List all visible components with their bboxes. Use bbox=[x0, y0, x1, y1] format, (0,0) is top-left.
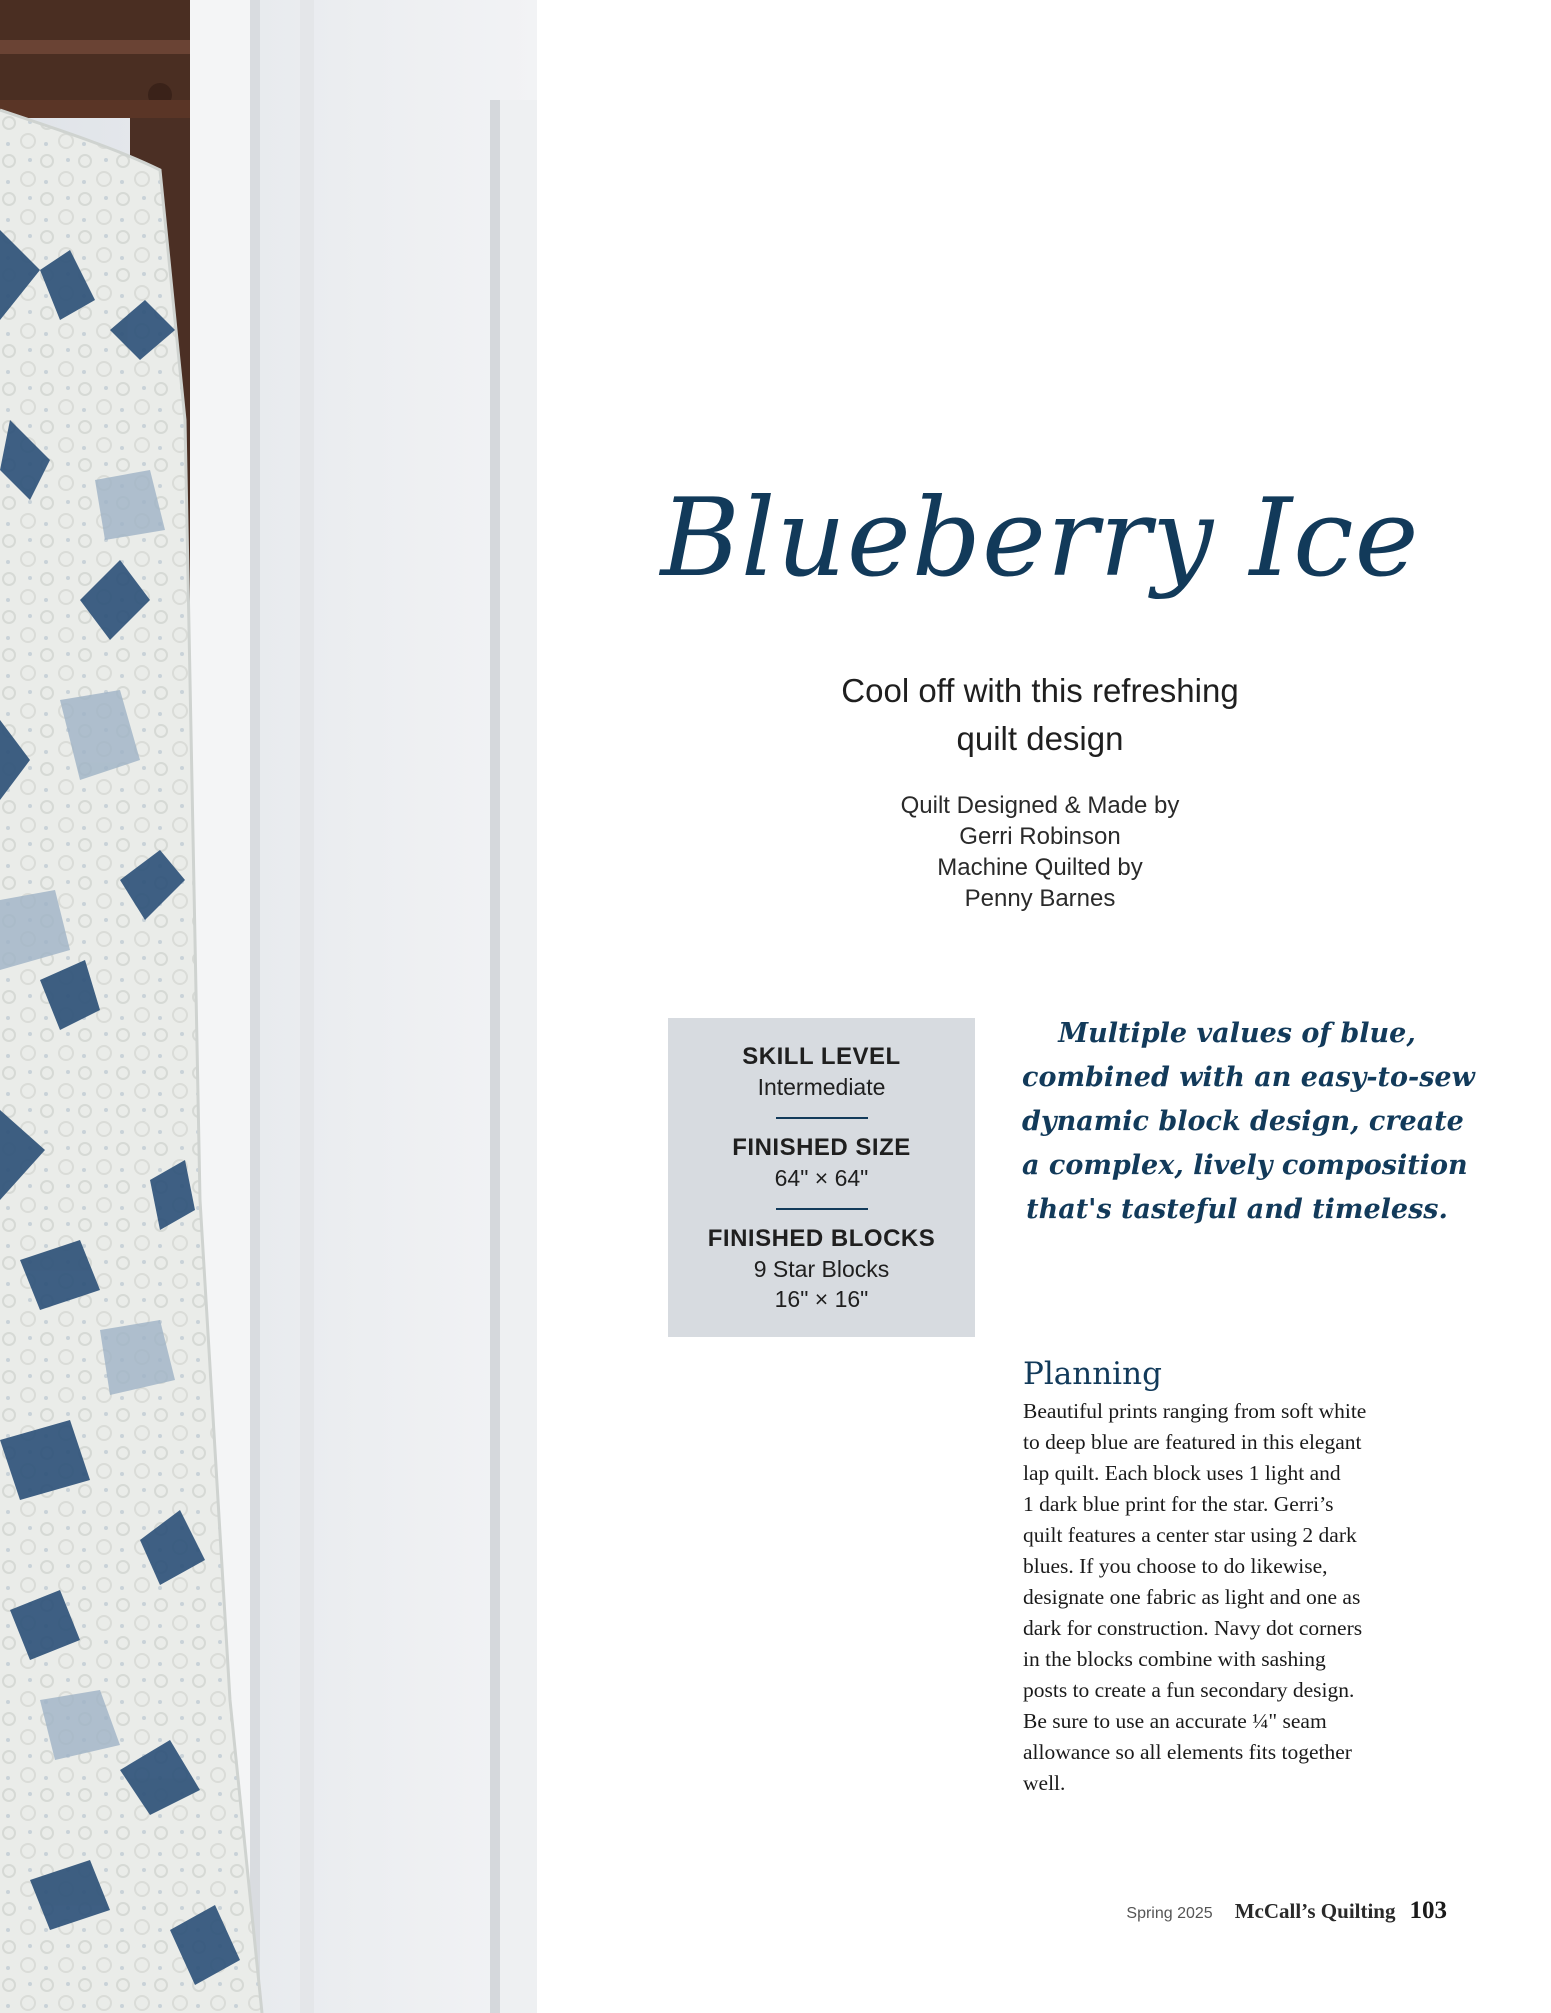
body-line: allowance so all elements fits together bbox=[1023, 1740, 1352, 1764]
credit-quilter: Penny Barnes bbox=[964, 885, 1116, 912]
page-footer bbox=[1126, 1897, 1447, 1925]
quilt-photo bbox=[0, 0, 537, 2013]
body-line: posts to create a fun secondary design. bbox=[1023, 1678, 1355, 1702]
credit-designer: Gerri Robinson bbox=[959, 823, 1121, 850]
finished-blocks-size: 16" × 16" bbox=[774, 1286, 869, 1312]
body-line: designate one fabric as light and one as bbox=[1023, 1585, 1361, 1609]
article-subtitle bbox=[740, 667, 1340, 763]
skill-level-value: Intermediate bbox=[757, 1074, 886, 1100]
body-line: to deep blue are featured in this elegant bbox=[1023, 1430, 1362, 1454]
issue-date: Spring 2025 bbox=[1126, 1905, 1213, 1922]
magazine-name: McCall’s Quilting bbox=[1234, 1899, 1396, 1923]
planning-heading: Planning bbox=[1023, 1356, 1162, 1392]
pull-quote-line: that's tasteful and timeless. bbox=[1026, 1194, 1448, 1225]
body-line: quilt features a center star using 2 dark bbox=[1023, 1523, 1357, 1547]
finished-blocks-value: 9 Star Blocks bbox=[753, 1256, 890, 1282]
body-line: Be sure to use an accurate ¼" seam bbox=[1023, 1709, 1327, 1733]
body-line: in the blocks combine with sashing bbox=[1023, 1647, 1326, 1671]
finished-size-value: 64" × 64" bbox=[774, 1165, 869, 1191]
finished-size-label: FINISHED SIZE bbox=[732, 1134, 911, 1161]
body-line: 1 dark blue print for the star. Gerri’s bbox=[1023, 1492, 1334, 1516]
pull-quote bbox=[1022, 1012, 1475, 1232]
finished-blocks-label: FINISHED BLOCKS bbox=[707, 1225, 936, 1252]
skill-level-label: SKILL LEVEL bbox=[742, 1043, 901, 1070]
pull-quote-line: Multiple values of blue, bbox=[1058, 1018, 1416, 1049]
pull-quote-line: a complex, lively composition bbox=[1022, 1150, 1468, 1181]
body-line: Beautiful prints ranging from soft white bbox=[1023, 1399, 1367, 1423]
credits bbox=[790, 790, 1290, 914]
article-title: Blueberry Ice bbox=[660, 476, 1420, 601]
body-line: lap quilt. Each block uses 1 light and bbox=[1023, 1461, 1341, 1485]
body-line: dark for construction. Navy dot corners bbox=[1023, 1616, 1363, 1640]
pull-quote-line: combined with an easy-to-sew bbox=[1022, 1062, 1475, 1093]
pattern-info-box bbox=[668, 1018, 975, 1337]
divider bbox=[776, 1117, 868, 1119]
pull-quote-line: dynamic block design, create bbox=[1022, 1106, 1464, 1137]
page-number: 103 bbox=[1409, 1897, 1447, 1924]
credit-line: Machine Quilted by bbox=[937, 854, 1143, 881]
planning-body bbox=[1023, 1396, 1453, 1799]
credit-line: Quilt Designed & Made by bbox=[900, 792, 1180, 819]
subtitle-line: Cool off with this refreshing bbox=[841, 672, 1239, 709]
divider bbox=[776, 1208, 868, 1210]
body-line: blues. If you choose to do likewise, bbox=[1023, 1554, 1328, 1578]
body-line: well. bbox=[1023, 1771, 1066, 1795]
subtitle-line: quilt design bbox=[956, 720, 1124, 757]
